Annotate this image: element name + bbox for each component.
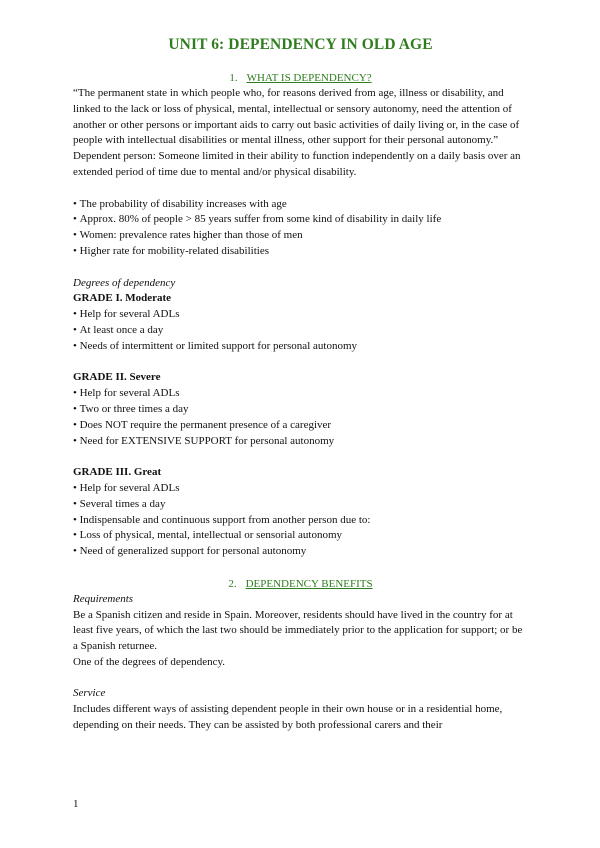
requirements-extra: One of the degrees of dependency. bbox=[73, 655, 225, 668]
list-item: • Help for several ADLs bbox=[73, 481, 528, 497]
section-number: 1. bbox=[229, 72, 238, 84]
grade-3-list bbox=[73, 481, 528, 560]
list-item: • Indispensable and continuous support from another person due to: bbox=[73, 513, 528, 529]
dependency-definition-quote: “The permanent state in which people who, for reasons derived from age, illness or disability, and linked to the lack or loss of physical, mental, intellectual or sensory autonomy, need the attention of another or other persons or important aids to carry out basic activities of daily living or, in the case of people with intellectual disabilities or mental illness, other support for their personal autonomy.” bbox=[73, 87, 520, 147]
requirements-text: Be a Spanish citizen and reside in Spain. Moreover, residents should have lived in the country for at least five years, of which the last two should be immediately prior to the application for support; or be a Spanish returnee. bbox=[73, 608, 523, 653]
section-number: 2. bbox=[228, 577, 237, 590]
list-item: • Need of generalized support for personal autonomy bbox=[73, 544, 528, 560]
list-item: • Help for several ADLs bbox=[73, 386, 528, 402]
grade-title: GRADE II. Severe bbox=[73, 371, 161, 384]
grade-title: GRADE III. Great bbox=[73, 466, 162, 479]
list-item: • Need for EXTENSIVE SUPPORT for personal autonomy bbox=[73, 434, 528, 450]
list-item: • Does NOT require the permanent presence of a caregiver bbox=[73, 418, 528, 434]
section-heading-dependency-benefits bbox=[73, 576, 528, 592]
dependency-facts-list bbox=[73, 197, 528, 260]
service-heading: Service bbox=[73, 687, 106, 700]
list-item: • Help for several ADLs bbox=[73, 307, 528, 323]
degrees-heading: Degrees of dependency bbox=[73, 276, 176, 289]
grade-2-list bbox=[73, 386, 528, 449]
list-item: • Women: prevalence rates higher than those of men bbox=[73, 228, 528, 244]
section-heading-what-is-dependency bbox=[73, 70, 528, 86]
grade-1-list bbox=[73, 307, 528, 354]
page-number: 1 bbox=[73, 798, 79, 810]
list-item: • Needs of intermittent or limited support for personal autonomy bbox=[73, 339, 528, 355]
list-item: • Two or three times a day bbox=[73, 402, 528, 418]
list-item: • Approx. 80% of people > 85 years suffer from some kind of disability in daily life bbox=[73, 212, 528, 228]
list-item: • At least once a day bbox=[73, 323, 528, 339]
grade-title: GRADE I. Moderate bbox=[73, 292, 172, 305]
list-item: • Higher rate for mobility-related disabilities bbox=[73, 244, 528, 260]
dependent-person-definition: Dependent person: Someone limited in their ability to function independently on a daily basis over an extended period of time due to mental and/or physical disability. bbox=[73, 150, 521, 178]
document-page bbox=[73, 36, 528, 734]
list-item: • Loss of physical, mental, intellectual or sensorial autonomy bbox=[73, 528, 528, 544]
list-item: • Several times a day bbox=[73, 497, 528, 513]
service-text: Includes different ways of assisting dependent people in their own house or in a residential home, depending on their needs. They can be assisted by both professional carers and their bbox=[73, 703, 503, 732]
list-item: • The probability of disability increases with age bbox=[73, 197, 528, 213]
document-title: UNIT 6: DEPENDENCY IN OLD AGE bbox=[168, 36, 433, 53]
section-title: WHAT IS DEPENDENCY? bbox=[246, 72, 372, 84]
requirements-heading: Requirements bbox=[73, 592, 134, 605]
section-title: DEPENDENCY BENEFITS bbox=[245, 577, 373, 590]
